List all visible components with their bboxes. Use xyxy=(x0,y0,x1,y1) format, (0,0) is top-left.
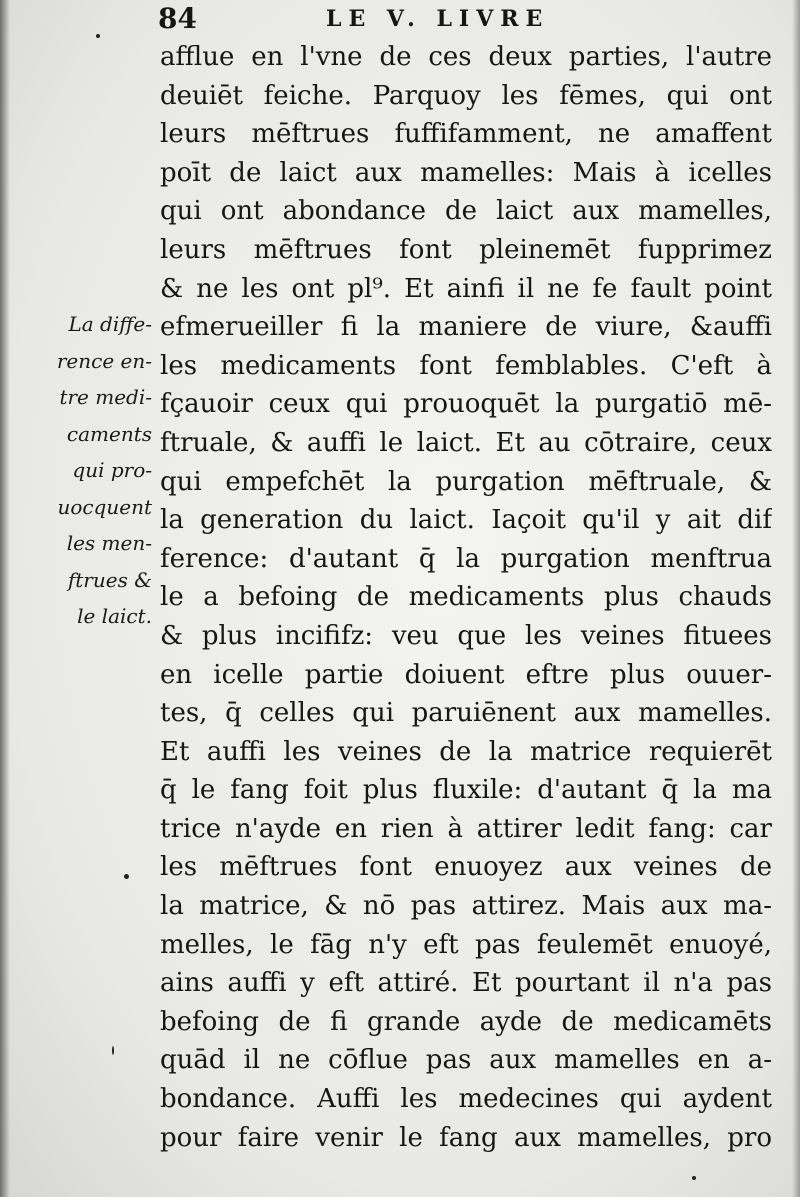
text-line: tes, q̄ celles qui paruiēnent aux mamelles. xyxy=(160,698,772,729)
text-line: qui empefchēt la purgation mēftruale, & xyxy=(160,466,772,497)
text-line: le a befoing de medicaments plus chauds xyxy=(160,582,772,613)
text-line: fçauoir ceux qui prouoquēt la purgatiō mē- xyxy=(160,389,772,420)
text-line: leurs mēftrues fuffifamment, ne amaffent xyxy=(160,119,772,150)
margin-note-line: qui pro- xyxy=(72,458,152,482)
page-header xyxy=(158,2,618,36)
text-line: la generation du laict. Iaçoit qu'il y ait dif xyxy=(160,505,772,536)
text-line: la matrice, & nō pas attirez. Mais aux ma- xyxy=(160,891,772,922)
running-head: LE V. LIVRE xyxy=(326,6,550,32)
margin-note-line: La diffe- xyxy=(68,312,152,336)
text-line: q̄ le fang foit plus fluxile: d'autant q̄ la ma xyxy=(160,775,772,806)
text-line: qui ont abondance de laict aux mamelles, xyxy=(160,196,772,227)
ink-speck xyxy=(96,34,100,38)
body-text xyxy=(160,38,772,1157)
margin-note-line: le laict. xyxy=(77,604,152,628)
margin-note xyxy=(24,306,152,635)
text-line: efmerueiller fi la maniere de viure, &auffi xyxy=(160,312,772,343)
margin-note-line: uocquent xyxy=(57,494,152,519)
text-line: pour faire venir le fang aux mamelles, pro xyxy=(160,1122,772,1153)
margin-note-line: les men- xyxy=(66,531,152,555)
text-line: quād il ne cōflue pas aux mamelles en a- xyxy=(160,1045,772,1076)
ink-speck xyxy=(112,1046,114,1055)
margin-note-line: ftrues & xyxy=(67,567,152,592)
text-line: bondance. Auffi les medecines qui aydent xyxy=(160,1084,772,1115)
text-line: befoing de fi grande ayde de medicamēts xyxy=(160,1006,772,1037)
text-line: & plus incififz: veu que les veines fituees xyxy=(160,620,772,651)
text-line: Et auffi les veines de la matrice requierēt xyxy=(160,736,772,767)
text-line: les medicaments font femblables. C'eft à xyxy=(160,350,772,381)
page-edge-shadow xyxy=(792,0,800,1197)
text-line: ference: d'autant q̄ la purgation menftrua xyxy=(160,543,772,574)
page-number: 84 xyxy=(158,2,197,35)
text-line: ains auffi y eft attiré. Et pourtant il n'a pas xyxy=(160,968,772,999)
text-line: leurs mēftrues font pleinemēt fupprimez xyxy=(160,234,772,265)
gutter-shadow xyxy=(0,0,10,1197)
ink-speck xyxy=(124,874,129,879)
margin-note-line: caments xyxy=(66,421,152,446)
text-line: en icelle partie doiuent eftre plus ouuer- xyxy=(160,659,772,690)
ink-speck xyxy=(692,1176,696,1180)
text-line: afflue en l'vne de ces deux parties, l'autre xyxy=(160,42,772,72)
text-line: trice n'ayde en rien à attirer ledit fang: car xyxy=(160,813,772,844)
text-line: poīt de laict aux mamelles: Mais à icelles xyxy=(160,157,772,188)
text-line: & ne les ont pl⁹. Et ainfi il ne fe fault point xyxy=(160,273,772,304)
margin-note-line: rence en- xyxy=(56,348,152,373)
text-line: ftruale, & auffi le laict. Et au cōtraire, ceux xyxy=(160,427,772,458)
margin-note-line: tre medi- xyxy=(59,385,152,409)
text-line: melles, le fāg n'y eft pas feulemēt enuoyé, xyxy=(160,929,772,960)
text-line: deuiēt feiche. Parquoy les fēmes, qui ont xyxy=(160,80,772,111)
text-line: les mēftrues font enuoyez aux veines de xyxy=(160,852,772,883)
